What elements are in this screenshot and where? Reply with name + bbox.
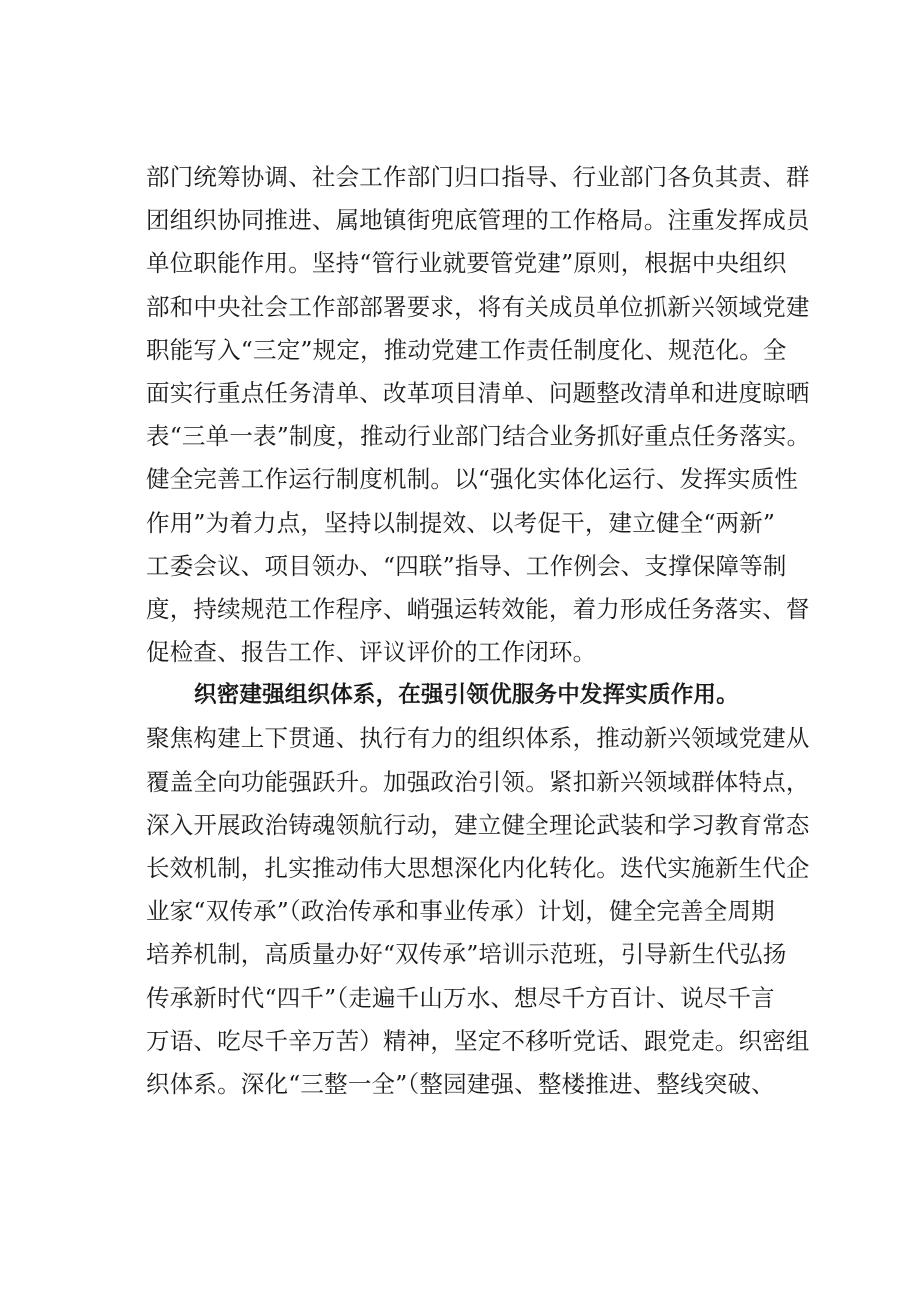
text-line: 单位职能作用。坚持“管行业就要管党建”原则，根据中央组织 bbox=[146, 249, 787, 278]
text-line: 面实行重点任务清单、改革项目清单、问题整改清单和进度晾晒 bbox=[146, 378, 810, 407]
text-line: 职能写入“三定”规定，推动党建工作责任制度化、规范化。全 bbox=[146, 335, 787, 364]
text-line: 部和中央社会工作部部署要求，将有关成员单位抓新兴领域党建 bbox=[146, 292, 810, 321]
text-line: 度，持续规范工作程序、峭强运转效能，着力形成任务落实、督 bbox=[146, 594, 810, 623]
text-line: 覆盖全向功能强跃升。加强政治引领。紧扣新兴领域群体特点， bbox=[146, 767, 810, 796]
text-line: 促检查、报告工作、评议评价的工作闭环。 bbox=[146, 638, 597, 667]
text-line: 长效机制，扎实推动伟大思想深化内化转化。迭代实施新生代企 bbox=[146, 854, 810, 882]
text-line: 团组织协同推进、属地镇街兜底管理的工作格局。注重发挥成员 bbox=[146, 206, 810, 235]
text-line: 作用”为着力点，坚持以制提效、以考促干，建立健全“两新” bbox=[146, 508, 776, 537]
text-line: 培养机制，高质量办好“双传承”培训示范班，引导新生代弘扬 bbox=[146, 940, 787, 969]
text-line: 工委会议、项目领办、“四联”指导、工作例会、支撑保障等制 bbox=[146, 551, 787, 580]
section-heading: 织密建强组织体系，在强引领优服务中发挥实质作用。 bbox=[194, 682, 739, 709]
text-line: 健全完善工作运行制度机制。以“强化实体化运行、发挥实质性 bbox=[146, 465, 799, 494]
text-line: 传承新时代“四千”（走遍千山万水、想尽千方百计、说尽千言 bbox=[146, 983, 775, 1012]
text-line: 部门统筹协调、社会工作部门归口指导、行业部门各负其责、群 bbox=[146, 163, 810, 191]
text-line: 万语、吃尽千辛万苦）精神，坚定不移听党话、跟党走。织密组 bbox=[146, 1026, 810, 1055]
text-line: 织体系。深化“三整一全”（整园建强、整楼推进、整线突破、 bbox=[146, 1069, 775, 1098]
body-text bbox=[146, 156, 826, 1106]
text-line: 聚焦构建上下贯通、执行有力的组织体系，推动新兴领域党建从 bbox=[146, 724, 810, 753]
text-line: 业家“双传承”（政治传承和事业传承）计划，健全完善全周期 bbox=[146, 897, 775, 926]
text-line: 表“三单一表”制度，推动行业部门结合业务抓好重点任务落实。 bbox=[146, 422, 811, 451]
text-line: 深入开展政治铸魂领航行动，建立健全理论武装和学习教育常态 bbox=[146, 810, 810, 839]
